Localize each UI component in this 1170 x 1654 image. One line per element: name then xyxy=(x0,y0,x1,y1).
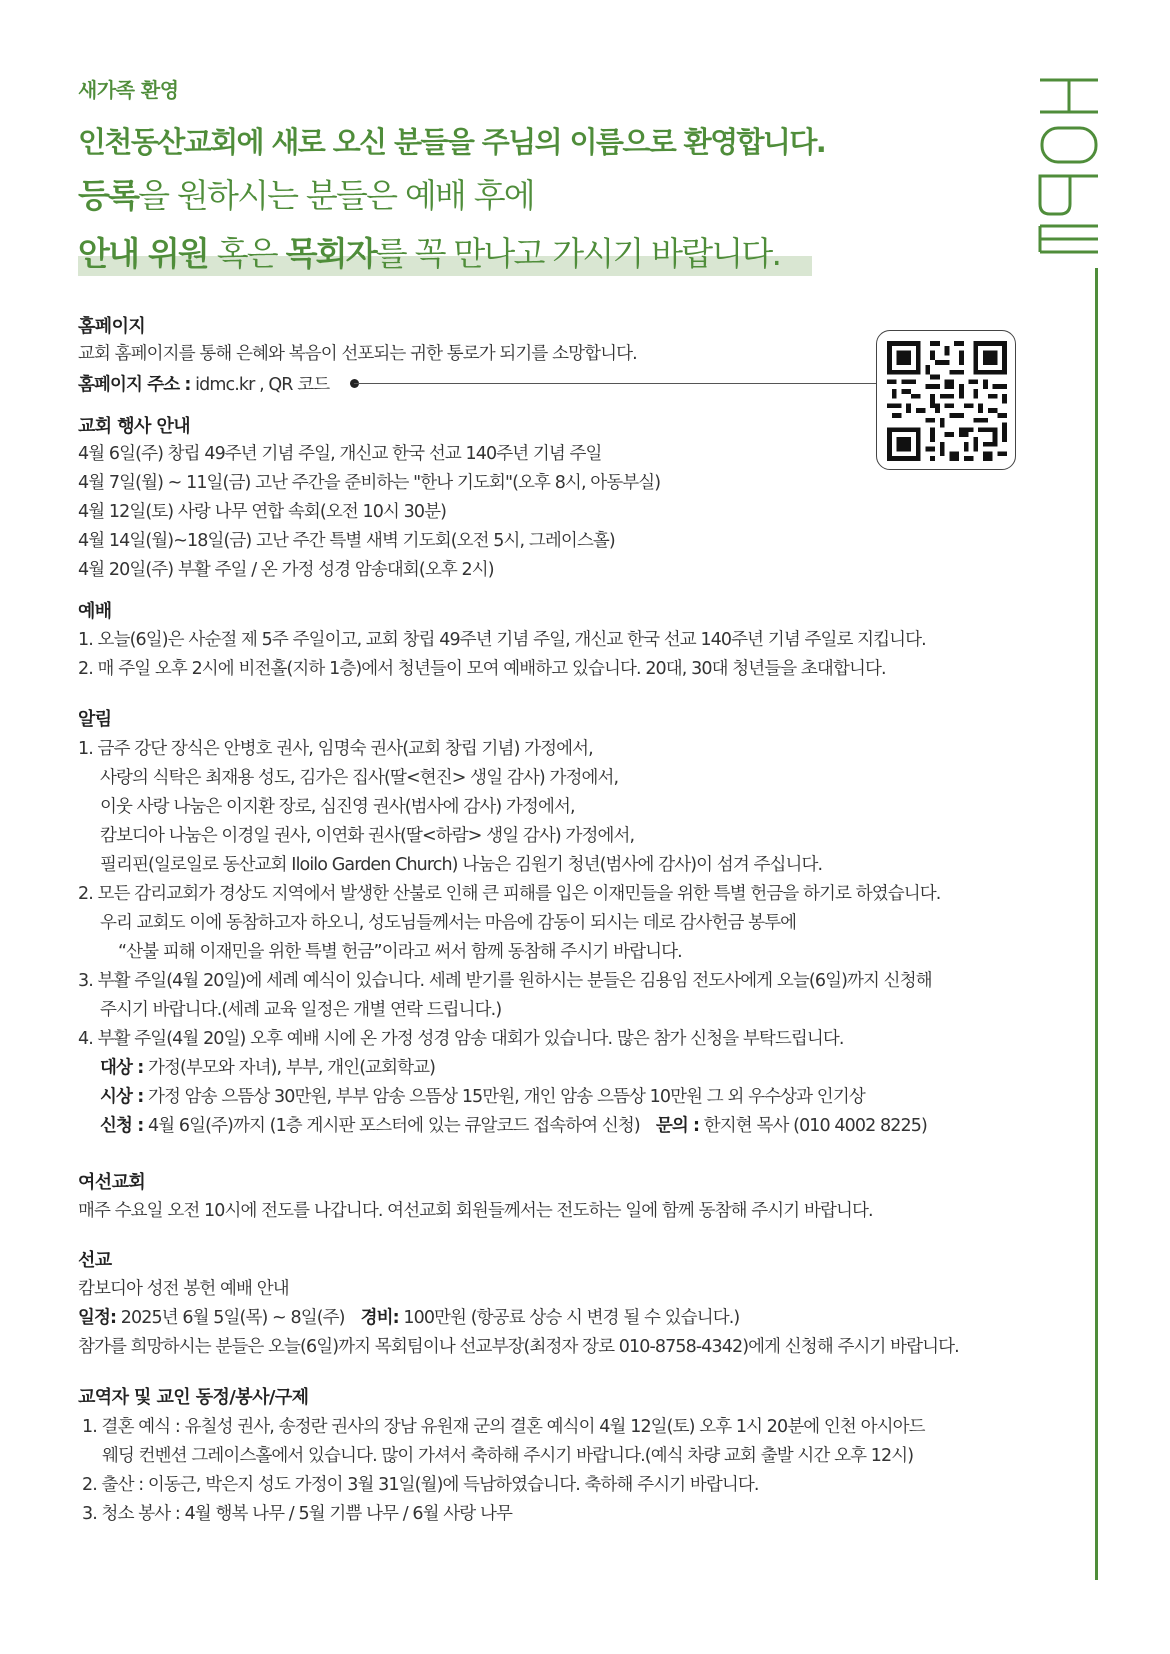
members-item-2: 2. 출산 : 이동근, 박은지 성도 가정이 3월 31일(월)에 득남하였습니다. 축하해 주시기 바랍니다. xyxy=(82,1475,759,1495)
prize-value: 가정 암송 으뜸상 30만원, 부부 암송 으뜸상 15만원, 개인 암송 으뜸상 10만원 그 외 우수상과 인기상 xyxy=(143,1087,865,1107)
women-text: 매주 수요일 오전 10시에 전도를 나갑니다. 여선교회 회원들께서는 전도하는 일에 함께 동참해 주시기 바랍니다. xyxy=(78,1201,873,1221)
homepage-desc: 교회 홈페이지를 통해 은혜와 복음이 선포되는 귀한 통로가 되기를 소망합니다. xyxy=(78,344,637,364)
side-accent-line xyxy=(1095,268,1098,1580)
connector-line xyxy=(354,383,880,384)
cost-value: 100만원 (항공료 상승 시 변경 될 수 있습니다.) xyxy=(398,1308,740,1328)
contact-value: 한지현 목사 (010 4002 8225) xyxy=(699,1116,927,1136)
members-item-3: 3. 청소 봉사 : 4월 행복 나무 / 5월 기쁨 나무 / 6월 사랑 나무 xyxy=(82,1504,512,1524)
notice-2-line: “산불 피해 이재민을 위한 특별 헌금”이라고 써서 함께 동참해 주시기 바랍니다. xyxy=(118,942,682,962)
welcome-headline: 인천동산교회에 새로 오신 분들을 주님의 이름으로 환영합니다. xyxy=(78,125,826,159)
event-item: 4월 7일(월) ~ 11일(금) 고난 주간을 준비하는 "한나 기도회"(오후 8시, 아동부실) xyxy=(78,473,661,493)
contact-label: 문의 : xyxy=(655,1116,700,1136)
homepage-address xyxy=(78,371,329,396)
homepage-address-label: 홈페이지 주소 : xyxy=(78,375,191,395)
cost-label: 경비: xyxy=(360,1308,399,1328)
event-item: 4월 20일(주) 부활 주일 / 온 가정 성경 암송대회(오후 2시) xyxy=(78,560,494,580)
hope-side-title xyxy=(1036,76,1104,256)
women-heading: 여선교회 xyxy=(78,1172,146,1193)
or-word: 혹은 xyxy=(208,234,286,273)
members-heading: 교역자 및 교인 동정/봉사/구제 xyxy=(78,1387,309,1408)
homepage-address-link[interactable]: idmc.kr , QR 코드 xyxy=(190,375,330,395)
hope-letters-graphic xyxy=(1036,76,1104,256)
homepage-heading: 홈페이지 xyxy=(78,316,146,337)
worship-heading: 예배 xyxy=(78,601,112,622)
apply-value: 4월 6일(주)까지 (1층 게시판 포스터에 있는 큐알코드 접속하여 신청) xyxy=(143,1116,640,1136)
notice-1-line: 사랑의 식탁은 최재용 성도, 김가은 집사(딸<현진> 생일 감사) 가정에서, xyxy=(100,768,619,788)
welcome-meet-line xyxy=(78,228,780,275)
notice-1-line: 필리핀(일로일로 동산교회 Iloilo Garden Church) 나눔은 김원기 청년(범사에 감사)이 섬겨 주십니다. xyxy=(100,855,823,875)
date-value: 2025년 6월 5일(목) ~ 8일(주) xyxy=(116,1308,345,1328)
prize-label: 시상 : xyxy=(100,1087,144,1107)
notice-3-line: 주시기 바랍니다.(세례 교육 일정은 개별 연락 드립니다.) xyxy=(100,1000,502,1020)
notice-4-prize xyxy=(100,1083,865,1108)
event-item: 4월 6일(주) 창립 49주년 기념 주일, 개신교 한국 선교 140주년 기념 주일 xyxy=(78,444,602,464)
date-label: 일정: xyxy=(78,1308,117,1328)
mission-apply: 참가를 희망하시는 분들은 오늘(6일)까지 목회팀이나 선교부장(최정자 장로 010-8758-4342)에게 신청해 주시기 바랍니다. xyxy=(78,1337,959,1357)
members-item-1: 웨딩 컨벤션 그레이스홀에서 있습니다. 많이 가셔서 축하해 주시기 바랍니다.(예식 차량 교회 출발 시간 오후 12시) xyxy=(102,1446,914,1466)
worship-item: 2. 매 주일 오후 2시에 비전홀(지하 1층)에서 청년들이 모여 예배하고 있습니다. 20대, 30대 청년들을 초대합니다. xyxy=(78,659,886,679)
welcome-register-line xyxy=(78,170,534,217)
meet-rest: 를 꼭 만나고 가시기 바랍니다. xyxy=(375,234,781,273)
notice-4-apply xyxy=(100,1112,927,1137)
notice-1-line: 캄보디아 나눔은 이경일 권사, 이연화 권사(딸<하람> 생일 감사) 가정에서, xyxy=(100,826,635,846)
usher-word: 안내 위원 xyxy=(78,234,209,273)
qr-code-icon[interactable] xyxy=(876,330,1016,470)
notice-1-line: 이웃 사랑 나눔은 이지환 장로, 심진영 권사(범사에 감사) 가정에서, xyxy=(100,797,575,817)
register-rest: 을 원하시는 분들은 예배 후에 xyxy=(138,176,534,215)
notice-1-line: 1. 금주 강단 장식은 안병호 권사, 임명숙 권사(교회 창립 기념) 가정에서, xyxy=(78,739,593,759)
target-value: 가정(부모와 자녀), 부부, 개인(교회학교) xyxy=(143,1058,436,1078)
notice-2-line: 2. 모든 감리교회가 경상도 지역에서 발생한 산불로 인해 큰 피해를 입은 이재민들을 위한 특별 헌금을 하기로 하였습니다. xyxy=(78,884,941,904)
qr-code-graphic xyxy=(887,341,1007,461)
mission-schedule xyxy=(78,1304,739,1329)
event-item: 4월 14일(월)~18일(금) 고난 주간 특별 새벽 기도회(오전 5시, 그레이스홀) xyxy=(78,531,615,551)
apply-label: 신청 : xyxy=(100,1116,144,1136)
pastor-word: 목회자 xyxy=(285,234,376,273)
notice-4-line: 4. 부활 주일(4월 20일) 오후 예배 시에 온 가정 성경 암송 대회가 있습니다. 많은 참가 신청을 부탁드립니다. xyxy=(78,1029,844,1049)
worship-item: 1. 오늘(6일)은 사순절 제 5주 주일이고, 교회 창립 49주년 기념 주일, 개신교 한국 선교 140주년 기념 주일로 지킵니다. xyxy=(78,630,926,650)
welcome-label: 새가족 환영 xyxy=(78,78,179,102)
register-word: 등록 xyxy=(78,176,139,215)
notice-3-line: 3. 부활 주일(4월 20일)에 세례 예식이 있습니다. 세례 받기를 원하시는 분들은 김용임 전도사에게 오늘(6일)까지 신청해 xyxy=(78,971,932,991)
members-item-1: 1. 결혼 예식 : 유칠성 권사, 송정란 권사의 장남 유원재 군의 결혼 예식이 4월 12일(토) 오후 1시 20분에 인천 아시아드 xyxy=(82,1417,925,1437)
event-item: 4월 12일(토) 사랑 나무 연합 속회(오전 10시 30분) xyxy=(78,502,447,522)
notice-4-target xyxy=(100,1054,435,1079)
notice-2-line: 우리 교회도 이에 동참하고자 하오니, 성도님들께서는 마음에 감동이 되시는 데로 감사헌금 봉투에 xyxy=(100,913,797,933)
mission-heading: 선교 xyxy=(78,1250,112,1271)
mission-title: 캄보디아 성전 봉헌 예배 안내 xyxy=(78,1279,289,1299)
target-label: 대상 : xyxy=(100,1058,144,1078)
events-heading: 교회 행사 안내 xyxy=(78,416,191,437)
notices-heading: 알림 xyxy=(78,709,112,730)
